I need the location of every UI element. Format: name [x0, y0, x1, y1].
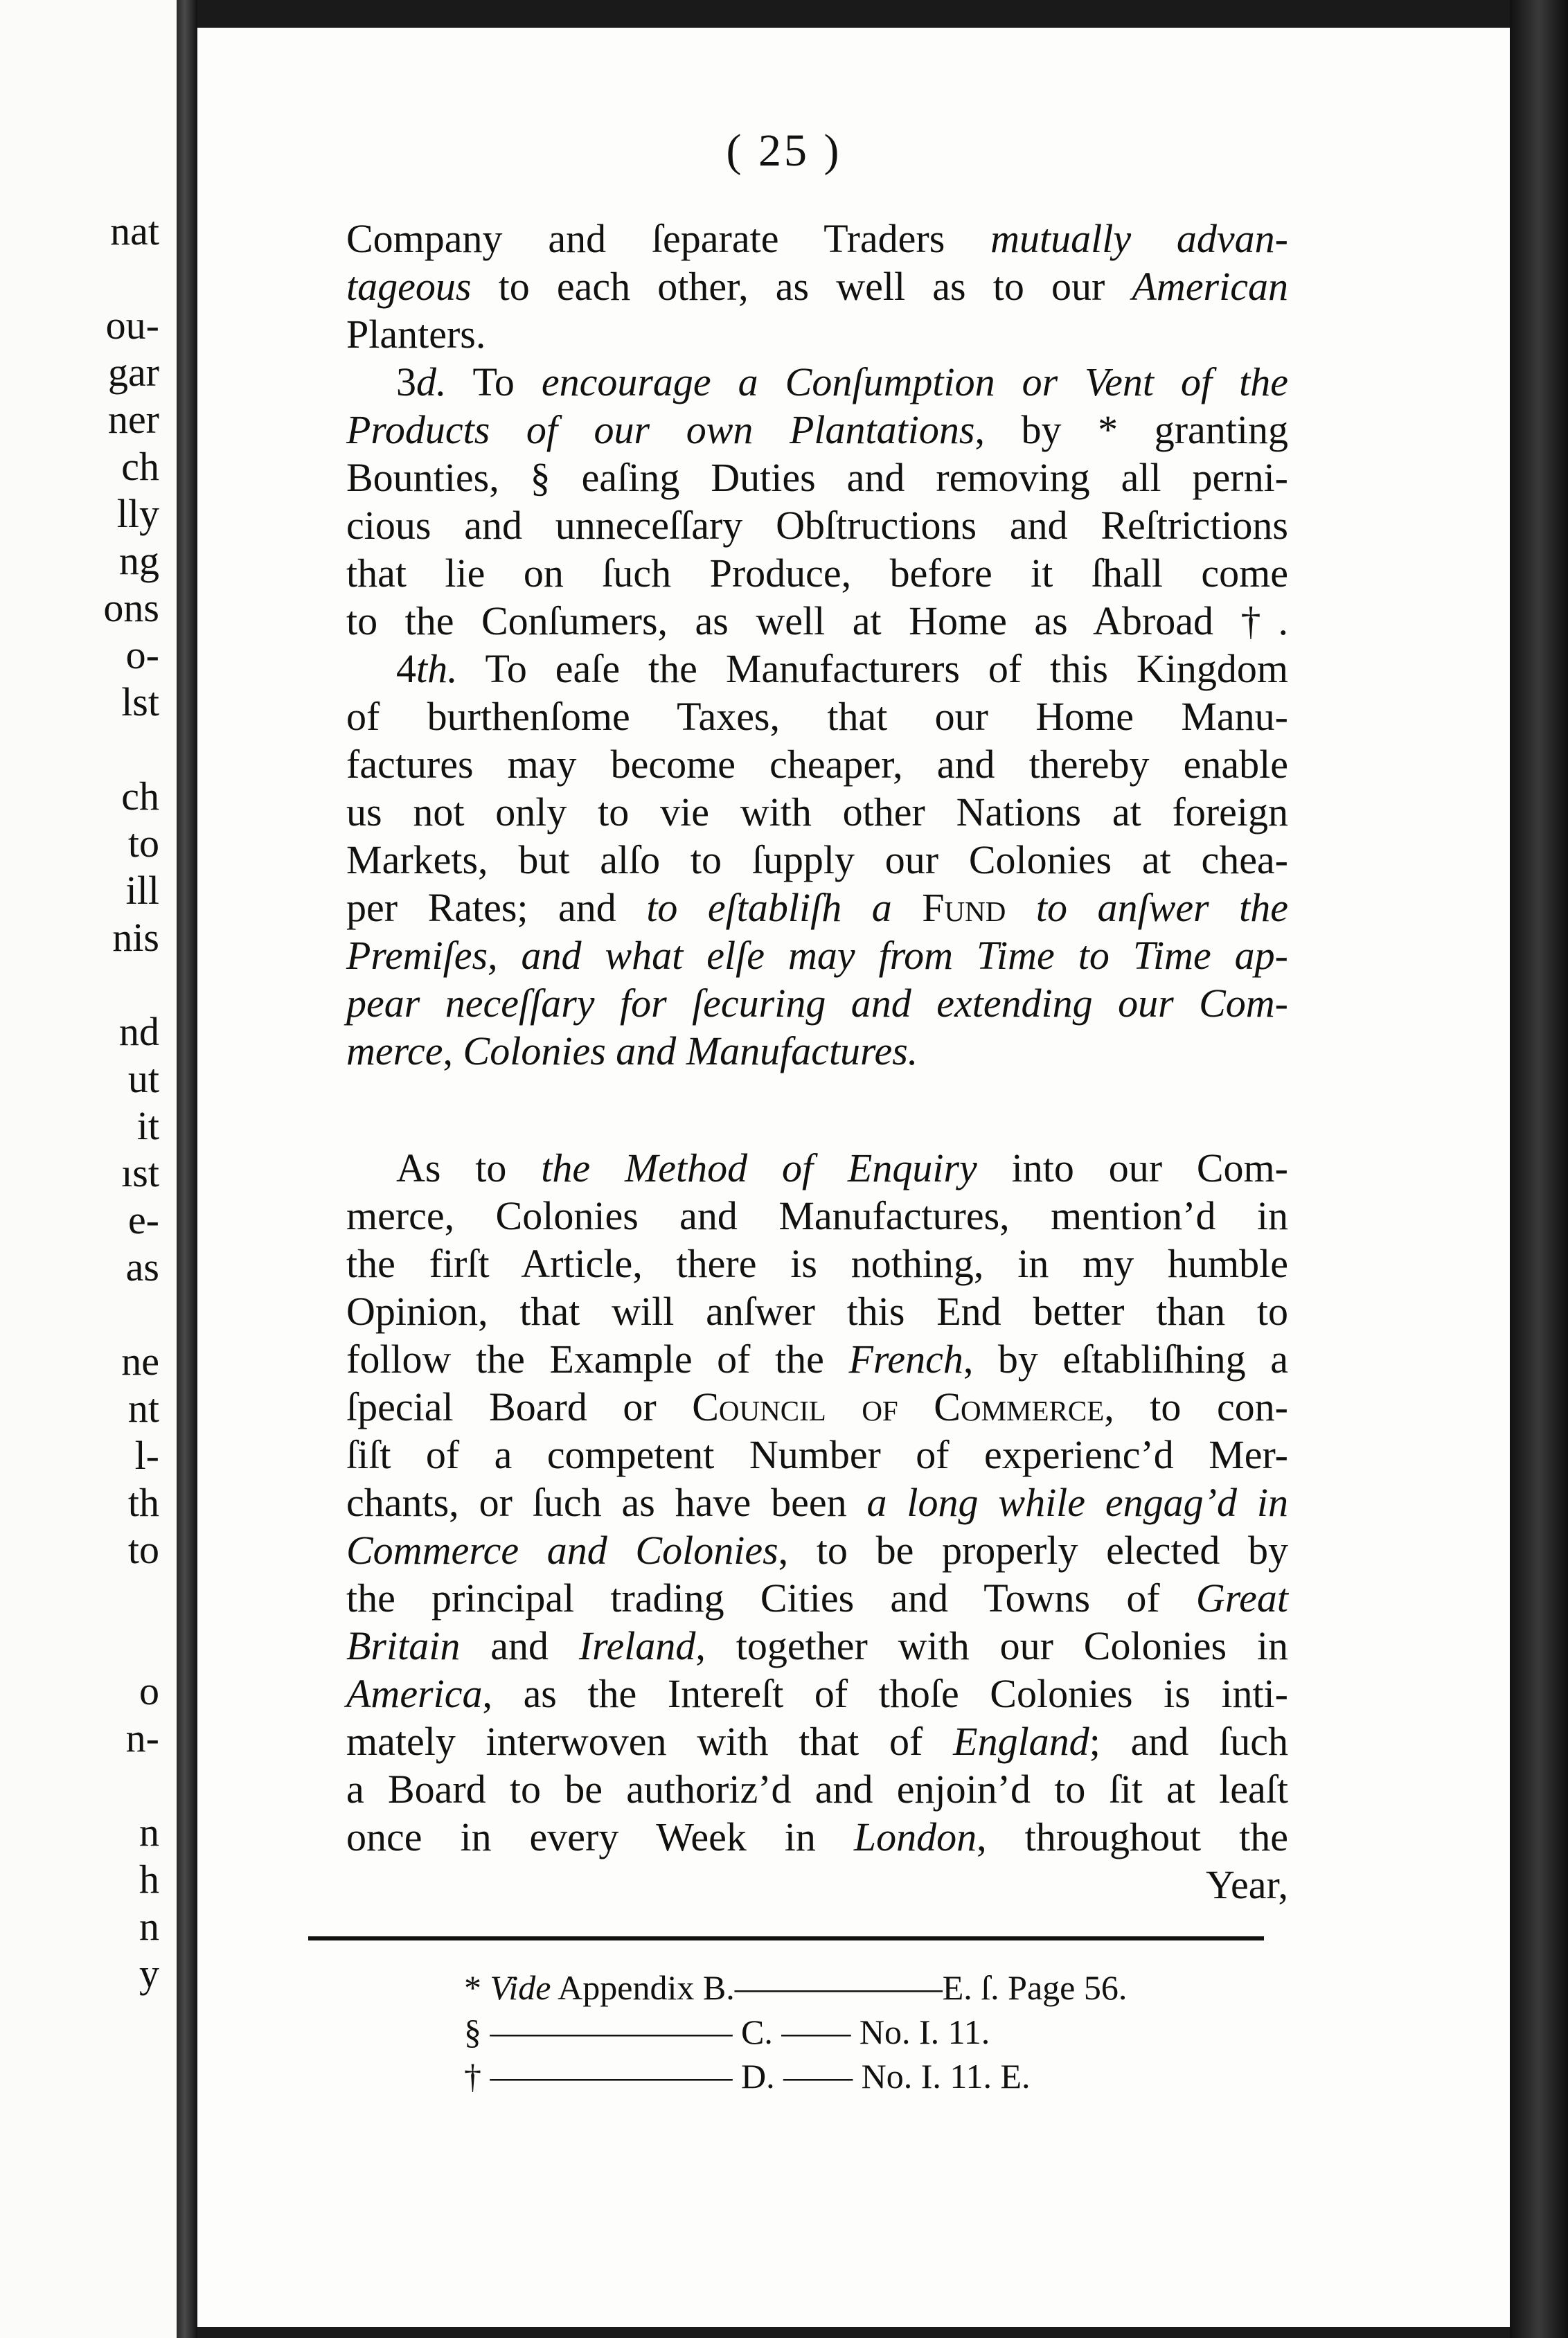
text-line: the principal trading Cities and Towns of Great [346, 1576, 1288, 1621]
page-edge-shadow [1510, 0, 1568, 2338]
paragraph-gap [346, 1075, 1288, 1144]
left-fragment-line [0, 1573, 159, 1621]
text-line: merce, Colonies and Manufactures, mention’d in [346, 1193, 1288, 1238]
text-line: us not only to vie with other Nations at foreign [346, 789, 1288, 835]
left-fragment-line [0, 1621, 159, 1668]
text-line: chants, or ſuch as have been a long while engag’d in [346, 1480, 1288, 1525]
text-line: once in every Week in London, throughout the [346, 1814, 1288, 1859]
left-fragment-line: h [139, 1857, 159, 1902]
left-fragment-line: th [127, 1480, 159, 1525]
book-gutter [177, 0, 197, 2338]
text-line: Company and ſeparate Traders mutually advan- [346, 216, 1288, 261]
left-fragment-line [0, 255, 159, 302]
left-fragment-line: as [125, 1244, 159, 1290]
left-fragment-line: lly [116, 491, 159, 536]
text-line: Opinion, that will anſwer this End better than to [346, 1289, 1288, 1334]
left-fragment-line: n [139, 1904, 159, 1949]
text-line: Premiſes, and what elſe may from Time to Time ap- [346, 933, 1288, 978]
text-line: mately interwoven with that of England; and ſuch [346, 1719, 1288, 1764]
left-fragment-line [0, 961, 159, 1008]
left-fragment-line: nis [112, 915, 159, 960]
text-line: Britain and Ireland, together with our Colonies in [346, 1623, 1288, 1668]
body-text [346, 215, 1288, 1909]
left-fragment-line: ut [127, 1056, 159, 1101]
footnote-rule [308, 1936, 1264, 1940]
text-line: As to the Method of Enquiry into our Com- [396, 1145, 1288, 1190]
left-fragment-line: to [127, 821, 159, 866]
text-line: per Rates; and to eſtabliſh a Fund to anſwer the [346, 885, 1288, 930]
text-line: Commerce and Colonies, to be properly elected by [346, 1528, 1288, 1573]
text-line: Markets, but alſo to ſupply our Colonies at chea- [346, 837, 1288, 882]
left-fragment-line: l- [134, 1433, 159, 1478]
left-fragment-line [0, 1291, 159, 1338]
left-fragment-line: o- [125, 632, 159, 677]
left-fragment-line: ou- [105, 303, 159, 348]
text-line: a Board to be authoriz’d and enjoin’d to ſit at leaſt [346, 1767, 1288, 1812]
left-page-text-fragments [0, 208, 159, 1997]
text-line: factures may become cheaper, and thereby enable [346, 742, 1288, 787]
text-line: ſpecial Board or Council of Commerce, to con- [346, 1384, 1288, 1429]
left-fragment-line: ner [107, 397, 159, 442]
footnote-line: † ——————— D. —— No. I. 11. E. [464, 2057, 1031, 2096]
left-fragment-line: gar [107, 350, 159, 395]
text-line: Planters. [346, 312, 486, 357]
text-line: Products of our own Plantations, by * granting [346, 407, 1288, 452]
left-fragment-line: ıst [121, 1150, 159, 1195]
text-line: to the Conſumers, as well at Home as Abroad †. [346, 598, 1288, 643]
left-fragment-line: o [139, 1668, 159, 1713]
left-fragment-line: y [139, 1951, 159, 1996]
text-line: merce, Colonies and Manufactures. [346, 1028, 918, 1073]
left-fragment-line: e- [127, 1197, 159, 1242]
text-line: pear neceſſary for ſecuring and extending our Com- [346, 981, 1288, 1026]
left-fragment-line: nd [119, 1009, 159, 1054]
text-line: tageous to each other, as well as to our American [346, 264, 1288, 309]
text-line: America, as the Intereſt of thoſe Colonies is inti- [346, 1671, 1288, 1716]
left-fragment-line: n [139, 1810, 159, 1855]
page-number: ( 25 ) [726, 125, 842, 176]
text-line: 3d. To encourage a Conſumption or Vent of the [396, 359, 1288, 404]
footnote-line: * Vide Appendix B.——————E. ſ. Page 56. [464, 1968, 1128, 2007]
text-line: of burthenſome Taxes, that our Home Manu- [346, 694, 1288, 739]
left-fragment-line [0, 726, 159, 773]
text-line: cious and unneceſſary Obſtructions and Reſtrictions [346, 503, 1288, 548]
left-fragment-line: ne [121, 1339, 159, 1384]
left-fragment-line: n- [125, 1715, 159, 1760]
left-facing-page [0, 0, 177, 2338]
footnotes [464, 1965, 1267, 2098]
left-fragment-line: to [127, 1527, 159, 1572]
text-line: Year, [1205, 1862, 1288, 1907]
text-line: ſiſt of a competent Number of experienc’d Mer- [346, 1432, 1288, 1477]
left-fragment-line: ch [121, 774, 159, 819]
left-fragment-line: ch [121, 444, 159, 489]
text-line: follow the Example of the French, by eſtabliſhing a [346, 1337, 1288, 1382]
text-line: that lie on ſuch Produce, before it ſhall come [346, 551, 1288, 596]
footnote-line: § ——————— C. —— No. I. 11. [464, 2013, 990, 2051]
text-line: Bounties, § eaſing Duties and removing all perni- [346, 455, 1288, 500]
text-line: 4th. To eaſe the Manufacturers of this Kingdom [396, 646, 1288, 691]
left-fragment-line [0, 1762, 159, 1809]
left-fragment-line: ill [125, 868, 159, 913]
left-fragment-line: nt [127, 1386, 159, 1431]
left-fragment-line: ng [119, 538, 159, 583]
left-fragment-line: ons [103, 585, 159, 630]
left-fragment-line: it [136, 1103, 159, 1148]
left-fragment-line: lst [121, 679, 159, 724]
left-fragment-line: nat [110, 208, 159, 253]
text-line: the firſt Article, there is nothing, in my humble [346, 1241, 1288, 1286]
